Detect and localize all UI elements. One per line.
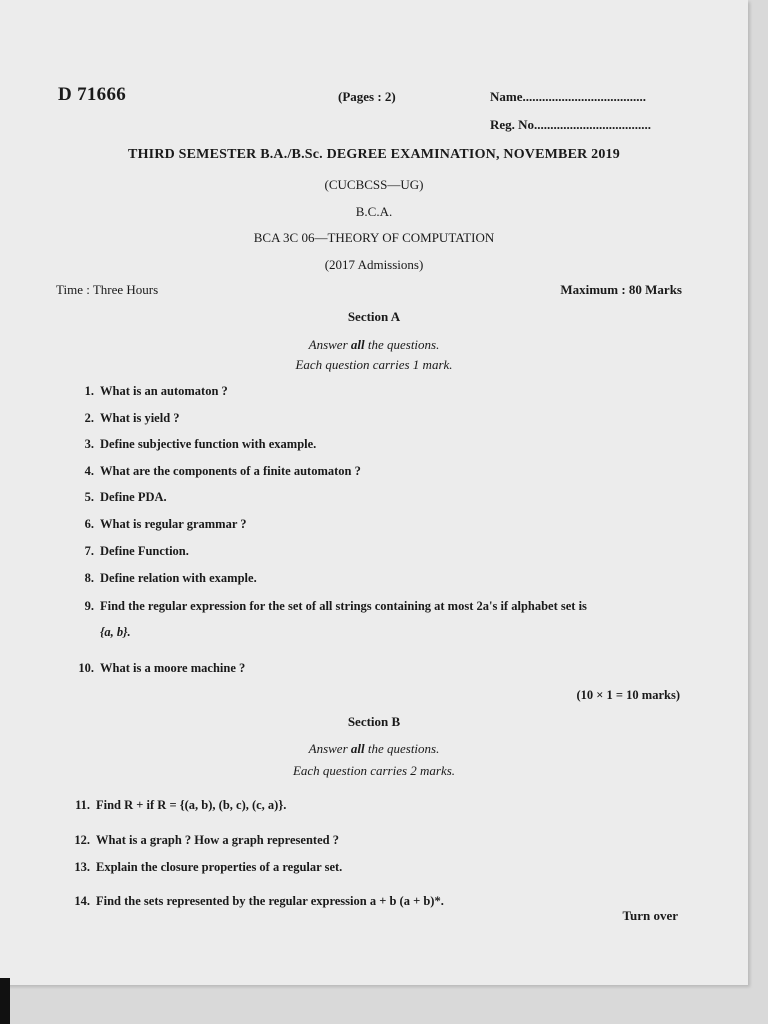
exam-scheme: (CUCBCSS—UG) — [324, 177, 424, 192]
question-item: 13. Explain the closure properties of a regular set. — [74, 860, 343, 874]
question-item: 1. What is an automaton ? — [84, 384, 228, 398]
section-b-title: Section B — [347, 714, 401, 729]
reg-no-field: Reg. No.................................... — [490, 117, 652, 132]
question-item: 7. Define Function. — [84, 544, 189, 558]
question-item: 14. Find the sets represented by the regular expression a + b (a + b)*. — [74, 894, 444, 908]
section-b-instruction: Answer all the questions. — [308, 741, 440, 756]
question-item: 5. Define PDA. — [84, 490, 167, 504]
question-item: 2. What is yield ? — [84, 411, 180, 425]
question-item: 11. Find R + if R = {(a, b), (b, c), (c, a)}. — [75, 798, 287, 812]
paper-code: D 71666 — [58, 84, 127, 105]
exam-title: THIRD SEMESTER B.A./B.Sc. DEGREE EXAMINATION, NOVEMBER 2019 — [128, 147, 620, 162]
question-item: 10. What is a moore machine ? — [78, 661, 246, 675]
question-item: 6. What is regular grammar ? — [84, 517, 247, 531]
turn-over: Turn over — [622, 908, 678, 923]
section-a-total: (10 × 1 = 10 marks) — [576, 688, 680, 702]
scan-edge — [0, 978, 10, 1024]
admissions: (2017 Admissions) — [324, 257, 424, 272]
name-field: Name...................................... — [490, 89, 646, 104]
question-item: 3. Define subjective function with example. — [84, 437, 317, 451]
question-continuation: {a, b}. — [100, 625, 131, 639]
section-a-title: Section A — [347, 309, 401, 324]
question-item: 12. What is a graph ? How a graph represented ? — [74, 833, 339, 847]
maximum-marks: Maximum : 80 Marks — [560, 282, 682, 297]
time-allowed: Time : Three Hours — [56, 282, 159, 297]
programme: B.C.A. — [355, 204, 393, 219]
section-a-marks-note: Each question carries 1 mark. — [295, 357, 453, 372]
question-item: 9. Find the regular expression for the set of all strings containing at most 2a's if alphabet set is — [84, 599, 587, 613]
section-b-marks-note: Each question carries 2 marks. — [292, 763, 456, 778]
question-item: 4. What are the components of a finite automaton ? — [84, 464, 361, 478]
course-title: BCA 3C 06—THEORY OF COMPUTATION — [253, 230, 495, 245]
question-item: 8. Define relation with example. — [84, 571, 257, 585]
section-a-instruction: Answer all the questions. — [308, 337, 440, 352]
page-count: (Pages : 2) — [338, 89, 396, 104]
